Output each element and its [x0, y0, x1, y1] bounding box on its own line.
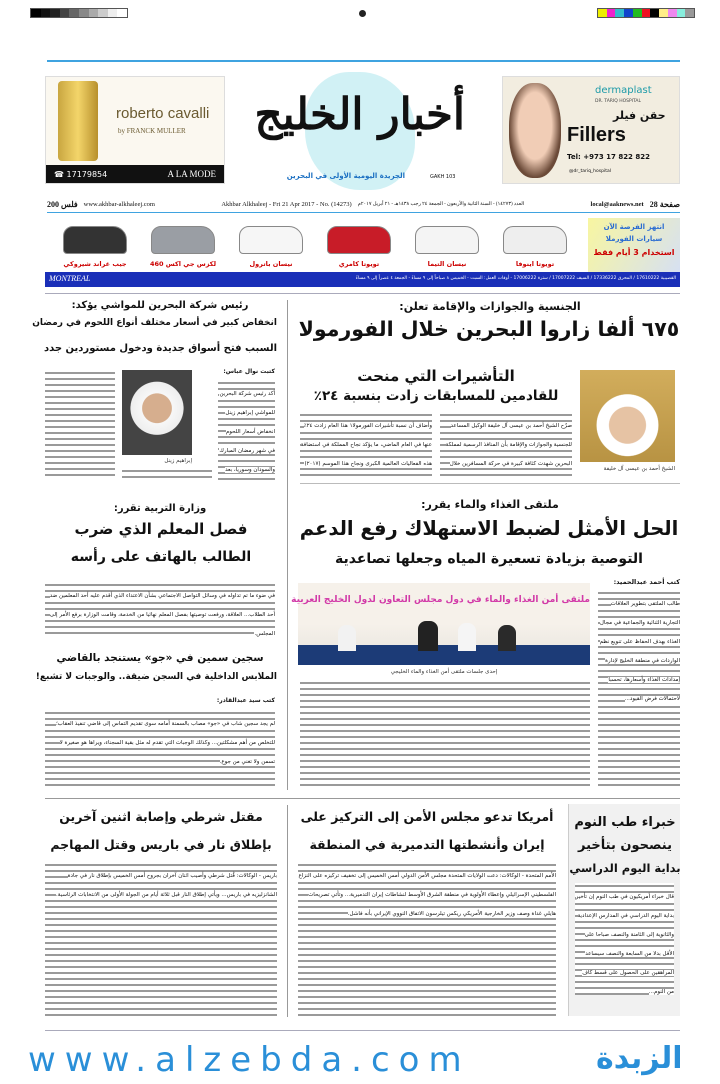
iran-headline-1[interactable]: أمريكا تدعو مجلس الأمن إلى التركيز على	[300, 809, 554, 824]
car-label: تويوتا كامري	[338, 260, 380, 268]
watermark-logo: الزبدة	[596, 1041, 683, 1076]
product-name: Fillers	[567, 124, 626, 146]
conference-banner: ملتقى أمن الغذاء والماء في دول مجلس التعاون لدول الخليج العربية	[291, 595, 590, 605]
website-link[interactable]: www.akhbar-alkhaleej.com	[83, 200, 155, 208]
clinic-phone: Tel: +973 17 822 822	[567, 153, 650, 161]
sleep-box[interactable]	[568, 804, 680, 1016]
email-link[interactable]: local@aaknews.net	[590, 200, 644, 208]
car-image	[63, 226, 127, 254]
promo-line: استخدام 3 أيام فقط	[593, 248, 675, 257]
paris-headline-2[interactable]: بإطلاق نار في باريس وقتل المهاجم	[50, 837, 272, 852]
meat-body-3	[122, 468, 212, 482]
prisoner-byline: كتب سيد عبدالقادر:	[216, 697, 275, 704]
car-label: جيب غراند شيروكي	[63, 260, 127, 268]
car-label: نيسان باترول	[249, 260, 293, 268]
teacher-body: في ضوء ما تم تداوله في وسائل التواصل الاجتماعي بشأن الاعتداء الذي أقدم عليه أحد المعلمين ضد أحد الطلاب... العلاقة، ورفعت توصيتها بفصل المعلم نهائيا من الخدمة، وقامت الوزارة برفع الأمر إلى المجلس.	[45, 582, 275, 637]
formula-headline[interactable]: ٦٧٥ ألفا زاروا البحرين خلال الفورمولا	[298, 317, 680, 341]
meat-headline[interactable]: انخفاض كبير في أسعار مختلف أنواع اللحوم في رمضان	[32, 318, 277, 328]
iran-headline-2[interactable]: إيران وأنشطتها التدميرية في المنطقة	[309, 837, 545, 852]
food-byline: كتب أحمد عبدالحميد:	[613, 578, 680, 586]
car-model	[495, 220, 575, 272]
logo-text: أخبار الخليج	[254, 89, 465, 140]
top-rule	[47, 60, 680, 62]
grayscale-calibration-strip	[30, 8, 128, 18]
formula-subhead-2: للقادمين للمسابقات زادت بنسبة ٢٤٪	[313, 388, 559, 404]
food-subhead: التوصية بزيادة تسعيرة المياه وجعلها تصاعدية	[335, 551, 643, 567]
color-calibration-strip	[597, 8, 695, 18]
dealer-logo: MONTREAL	[49, 274, 91, 283]
meat-body-2	[45, 370, 115, 480]
food-headline[interactable]: الحل الأمثل لضبط الاستهلاك رفع الدعم	[299, 517, 679, 540]
car-image	[415, 226, 479, 254]
ad-brand: roberto cavalli	[116, 105, 210, 122]
sleep-headline-3: بداية اليوم الدراسي	[569, 860, 681, 875]
sleep-body: قال خبراء أمريكيون في طب النوم إن تأخير بداية اليوم الدراسي في المدارس الإعدادية والثانوية إلى الثامنة والنصف صباحا على الأقل بدلا من السابعة والنصف سيساعد المراهقين على الحصول على قسط كاف من النوم...	[575, 883, 674, 995]
formula-caption: الشيخ أحمد بن عيسى آل خليفة	[603, 466, 675, 472]
issue-info-bar	[47, 197, 680, 211]
car-model	[143, 220, 223, 272]
sleep-headline-1: خبراء طب النوم	[574, 815, 676, 830]
car-image	[327, 226, 391, 254]
car-image	[239, 226, 303, 254]
official-photo	[580, 370, 675, 462]
model-photo	[509, 83, 561, 178]
product-ar: حقن فيلر	[613, 109, 666, 122]
paris-headline-1[interactable]: مقتل شرطي وإصابة اثنين آخرين	[59, 809, 263, 824]
watermark-url: www.alzebda.com	[28, 1040, 471, 1080]
ad-sub: by FRANCK MULLER	[118, 127, 186, 135]
ad-store: A LA MODE	[167, 169, 216, 179]
meat-byline: كتبت نوال عباس:	[223, 368, 275, 375]
clinic-brand: dermaplast	[595, 85, 652, 96]
car-model	[319, 220, 399, 272]
tagline: الجريدة اليومية الأولى في البحرين	[286, 172, 405, 180]
issue-line-ar: العدد (١٤٢٧٣) - السنة الثانية والأربعون - الجمعة ٢٤ رجب ١٤٣٨هـ - ٢١ أبريل ٢٠١٧م	[357, 202, 525, 207]
price: 200 فلس	[47, 199, 78, 209]
logo-code: GAKH 103	[430, 174, 456, 180]
conference-photo	[291, 583, 590, 665]
prisoner-body: لم يجد سجين شاب في «جو» مصاب بالسمنة أمامه سوى تقديم التماس إلى قاضي تنفيذ العقاب؛ للتخلص من أهم مشكلتين... وكذلك الوجبات التي تقدم له مثل بقية السجناء، ويراها هو صغيرة لا تسمن ولا تغني من جوع.	[45, 710, 275, 790]
meat-subhead: السبب فتح أسواق جديدة ودخول مستوردين جدد	[43, 343, 277, 354]
page-count: 28 صفحة	[649, 199, 680, 209]
car-image	[151, 226, 215, 254]
car-model	[231, 220, 311, 272]
promo-box	[588, 218, 680, 272]
car-model	[55, 220, 135, 272]
formula-body-1: صرّح الشيخ أحمد بن عيسى آل خليفة الوكيل المساعد للجنسية والجوازات والإقامة بأن المنافذ الرسمية لمملكة البحرين شهدت كثافة كبيرة في حركة المسافرين خلال	[440, 412, 572, 478]
car-label: لكزس جي اكس 460	[149, 260, 217, 268]
meat-body-1: أكد رئيس شركة البحرين للمواشي إبراهيم زينل انخفاض أسعار اللحوم في شهر رمضان المبارك والسودان وسوريا، بعد	[218, 380, 275, 480]
conference-caption: إحدى جلسات ملتقى أمن الغذاء والماء الخليجي	[390, 669, 498, 675]
teacher-headline-1[interactable]: فصل المعلم الذي ضرب	[74, 520, 248, 538]
car-list	[55, 220, 575, 272]
issue-line: Akhbar Alkhaleej - Fri 21 Apr 2017 - No. (14273)	[221, 200, 352, 208]
clinic-ad[interactable]	[502, 76, 680, 184]
watch-image	[58, 81, 98, 161]
prisoner-headline[interactable]: الملابس الداخلية في السجن ضيقة.. والوجبات لا تشبع!	[35, 672, 277, 682]
meat-photo	[122, 370, 192, 455]
iran-body: الأمم المتحدة - الوكالات: دعت الولايات المتحدة مجلس الأمن الدولي أمس الخميس إلى تخفيف تركيزه على النزاع الفلسطيني الإسرائيلي وإعطاء الأولوية في منطقة الشرق الأوسط لنشاطات إيران التدميرية... وتأتي تصريحات هايلي غداة وصف وزير الخارجية الأمريكي ريكس تيلرسون الاتفاق النووي الإيراني بأنه فاشل.	[298, 862, 556, 1016]
prisoner-kicker: سجين سمين في «جو» يستنجد بالقاضي	[56, 652, 264, 664]
car-model	[407, 220, 487, 272]
watch-ad[interactable]	[45, 76, 225, 184]
registration-mark-icon	[359, 10, 366, 17]
food-body-cols	[300, 680, 590, 790]
formula-body-2: وأضاف أن نسبة تأشيرات الفورمولا١ هذا العام زادت ٢٤٪ عنها في العام الماضي، ما يؤكد نجاح المملكة في استضافة هذه الفعاليات العالمية الكبرى ونجاح هذا الموسم (٢٠١٧)	[300, 412, 432, 478]
food-body: طالب الملتقى بتطوير العلاقات التجارية الثنائية والجماعية في مجال الغذاء بهدف الحفاظ على تنويع نظم الواردات في منطقة الخليج لإدارة إمدادات الغذاء وأسعارها، تحسبا لاحتمالات فرض القيود...	[598, 590, 680, 790]
teacher-headline-2[interactable]: الطالب بالهاتف على رأسه	[70, 549, 252, 565]
masthead-logo	[255, 72, 465, 190]
formula-subhead-1: التأشيرات التي منحت	[357, 367, 515, 385]
contact-bar	[45, 272, 680, 287]
car-rental-ad[interactable]	[45, 218, 680, 288]
sleep-headline-2: ينصحون بتأخير	[578, 837, 672, 853]
paris-body: باريس - الوكالات: قُتل شرطي وأصيب اثنان آخران بجروح أمس الخميس بإطلاق نار في جادة الشانزليزيه في باريس... ويأتي إطلاق النار قبل ثلاثة أيام من الجولة الأولى من الانتخابات الرئاسية.	[45, 862, 277, 1016]
formula-kicker: الجنسية والجوازات والإقامة تعلن:	[399, 300, 581, 313]
clinic-hospital: DR. TARIQ HOSPITAL	[595, 99, 642, 104]
ad-phone: ☎ 17179854	[54, 169, 108, 179]
car-label: نيسان التيما	[427, 260, 467, 268]
clinic-social: @dr_tariq_hospital	[569, 169, 612, 174]
car-image	[503, 226, 567, 254]
promo-line: سيارات الفورملا	[605, 235, 663, 243]
food-kicker: ملتقى الغذاء والماء يقرر:	[421, 498, 559, 511]
car-label: تويوتا اينوفا	[515, 260, 555, 268]
dealer-contact: القضيبية 17610222 / المحرق 17336222 / السيف 17007222 / سترة 17006222 - أوقات العمل: السبت - الخميس ٨ صباحاً إلى ٩ مساءً - الجمعة ٤ عصراً إلى ٩ مساءً	[355, 276, 676, 281]
ad-footer-bar	[46, 165, 224, 183]
meat-kicker: رئيس شركة البحرين للمواشي يؤكد:	[71, 300, 249, 311]
meat-caption: إبراهيم زينل	[164, 458, 192, 464]
teacher-kicker: وزارة التربية تقرر:	[113, 503, 207, 514]
promo-line: انتهز الفرصة الآن	[603, 223, 665, 231]
